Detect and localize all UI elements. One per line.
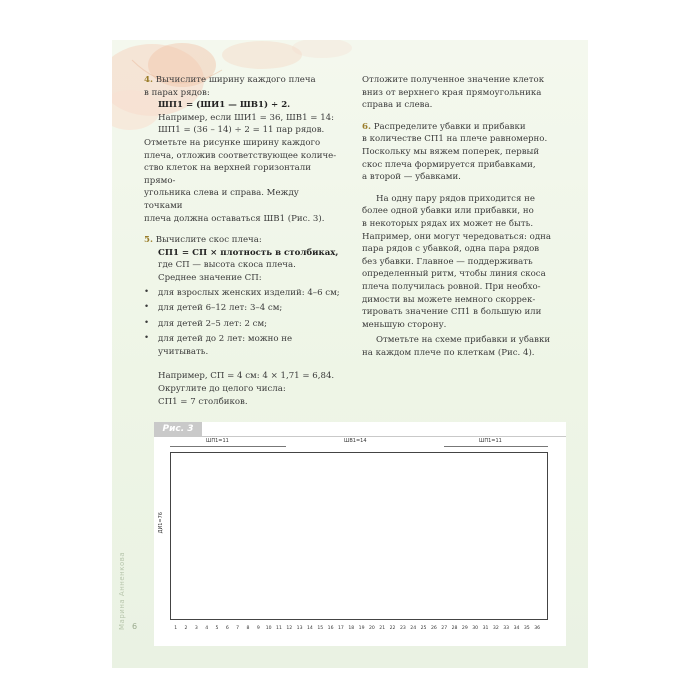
step-4-heading-cont: в парах рядов: — [144, 87, 210, 98]
x-tick-label: 27 — [441, 626, 448, 631]
x-tick-label: 12 — [286, 626, 293, 631]
x-tick-label: 19 — [358, 626, 365, 631]
x-tick-label: 28 — [451, 626, 458, 631]
shoulder-left-label: ШП1=11 — [206, 438, 229, 444]
x-tick-label: 21 — [379, 626, 386, 631]
step-5-formula: СП1 = СП × плотность в столбиках, — [158, 247, 339, 258]
shoulder-right-label: ШП1=11 — [479, 438, 502, 444]
step-4-text-line: плеча, отложив соответствующее количе- — [144, 150, 337, 161]
bullet-list — [144, 287, 340, 359]
paragraph-line: На одну пару рядов приходится не — [376, 193, 535, 204]
x-tick-label: 35 — [523, 626, 530, 631]
x-tick-label: 30 — [472, 626, 479, 631]
shoulder-right-line — [444, 446, 548, 447]
step-5-example-3: СП1 = 7 столбиков. — [158, 396, 248, 407]
paragraph-line: тировать значение СП1 в большую или — [362, 307, 542, 318]
paragraph-line: скос плеча формируется прибавками, — [362, 159, 536, 170]
x-tick-label: 8 — [246, 626, 250, 631]
x-tick-label: 16 — [327, 626, 334, 631]
paragraph-line: в количестве СП1 на плече равномерно. — [362, 134, 548, 145]
x-tick-label: 5 — [215, 626, 219, 631]
x-tick-label: 23 — [399, 626, 406, 631]
x-tick-label: 11 — [276, 626, 282, 631]
x-tick-label: 14 — [307, 626, 313, 631]
paragraph-line: определенный ритм, чтобы линия скоса — [362, 269, 546, 280]
x-tick-label: 25 — [420, 626, 427, 631]
step-4-formula: ШП1 = (ШИ1 — ШВ1) ÷ 2. — [158, 100, 291, 111]
x-tick-label: 29 — [461, 626, 468, 631]
paragraph-line: Отложите полученное значение клеток — [362, 75, 545, 85]
list-item: • для детей до 2 лет: можно не учитывать. — [144, 333, 340, 358]
paragraph-line: Поскольку мы вяжем поперек, первый — [362, 146, 540, 157]
figure-label: Рис. 3 — [154, 422, 202, 436]
x-tick-label: 1 — [174, 626, 178, 631]
book-page — [112, 40, 588, 668]
figure-rule — [154, 436, 566, 437]
x-tick-label: 33 — [503, 626, 510, 631]
author-sidebar-text: Марина Анненкова — [118, 551, 126, 630]
x-tick-label: 9 — [256, 626, 260, 631]
length-label: ДИ1=76 — [158, 512, 164, 534]
paragraph-line: вниз от верхнего края прямоугольника — [362, 87, 542, 98]
right-column — [362, 74, 570, 359]
x-tick-label: 31 — [482, 626, 489, 631]
paragraph-line: в некоторых рядах их может не быть. — [362, 218, 534, 229]
x-tick-label: 32 — [492, 626, 499, 631]
list-item: • для детей 2–5 лет: 2 см; — [144, 318, 340, 331]
step-4-example-1: Например, если ШИ1 = 36, ШВ1 = 14: — [158, 112, 335, 123]
paragraph-line: пара рядов с убавкой, одна пара рядов — [362, 244, 540, 255]
paragraph-line: меньшую сторону. — [362, 319, 447, 330]
paragraph-line: Например, они могут чередоваться: одна — [362, 231, 551, 242]
x-tick-label: 26 — [430, 626, 437, 631]
list-item: • для детей 6–12 лет: 3–4 см; — [144, 302, 340, 315]
step-4-heading: 4. Вычислите ширину каждого плеча — [144, 75, 316, 85]
left-column — [144, 74, 340, 408]
step-5-where: где СП — высота скоса плеча. — [158, 260, 296, 271]
paragraph-line: а второй — убавками. — [362, 172, 461, 183]
step-5-example-2: Округлите до целого числа: — [158, 384, 286, 395]
step-4-text-line: угольника слева и справа. Между точками — [144, 188, 299, 211]
x-tick-label: 7 — [236, 626, 240, 631]
figure-3 — [154, 422, 566, 646]
pattern-rectangle — [170, 452, 548, 620]
x-tick-label: 17 — [337, 626, 344, 631]
paragraph-line: без убавки. Главное — поддерживать — [362, 256, 533, 267]
x-tick-label: 36 — [534, 626, 541, 631]
x-tick-label: 10 — [265, 626, 272, 631]
x-tick-label: 34 — [513, 626, 520, 631]
paragraph-line: справа и слева. — [362, 100, 433, 111]
paragraph-line: димости вы можете немного скоррек- — [362, 294, 536, 305]
paragraph-line: плеча получилась ровной. При необхо- — [362, 281, 541, 292]
x-tick-label: 20 — [368, 626, 375, 631]
x-tick-label: 22 — [389, 626, 396, 631]
shoulder-left-line — [170, 446, 286, 447]
step-5-average: Среднее значение СП: — [158, 272, 262, 283]
paragraph-line: Отметьте на схеме прибавки и убавки — [376, 335, 551, 346]
neck-width-label: ШВ1=14 — [344, 438, 367, 444]
x-tick-label: 18 — [348, 626, 355, 631]
x-tick-label: 13 — [296, 626, 303, 631]
paragraph-line: более одной убавки или прибавки, но — [362, 206, 534, 217]
step-5-example-1: Например, СП = 4 см: 4 × 1,71 = 6,84. — [158, 371, 335, 382]
x-tick-label: 24 — [410, 626, 417, 631]
x-tick-label: 2 — [184, 626, 188, 631]
x-tick-label: 6 — [225, 626, 229, 631]
step-6-heading: 6. Распределите убавки и прибавки — [362, 121, 526, 132]
step-4-text-line: Отметьте на рисунке ширину каждого — [144, 137, 321, 148]
step-4-text-line: ство клеток на верхней горизонтали прямо- — [144, 163, 311, 186]
paragraph-line: на каждом плече по клеткам (Рис. 4). — [362, 347, 535, 358]
x-tick-label: 3 — [194, 626, 198, 631]
x-tick-label: 15 — [317, 626, 324, 631]
step-5-heading: 5. Вычислите скос плеча: — [144, 235, 262, 246]
page-number: 6 — [132, 622, 138, 631]
step-4-text-line: плеча должна оставаться ШВ1 (Рис. 3). — [144, 213, 325, 224]
list-item: • для взрослых женских изделий: 4–6 см; — [144, 287, 340, 300]
step-4-example-2: ШП1 = (36 – 14) ÷ 2 = 11 пар рядов. — [158, 125, 325, 136]
x-tick-label: 4 — [205, 626, 209, 631]
